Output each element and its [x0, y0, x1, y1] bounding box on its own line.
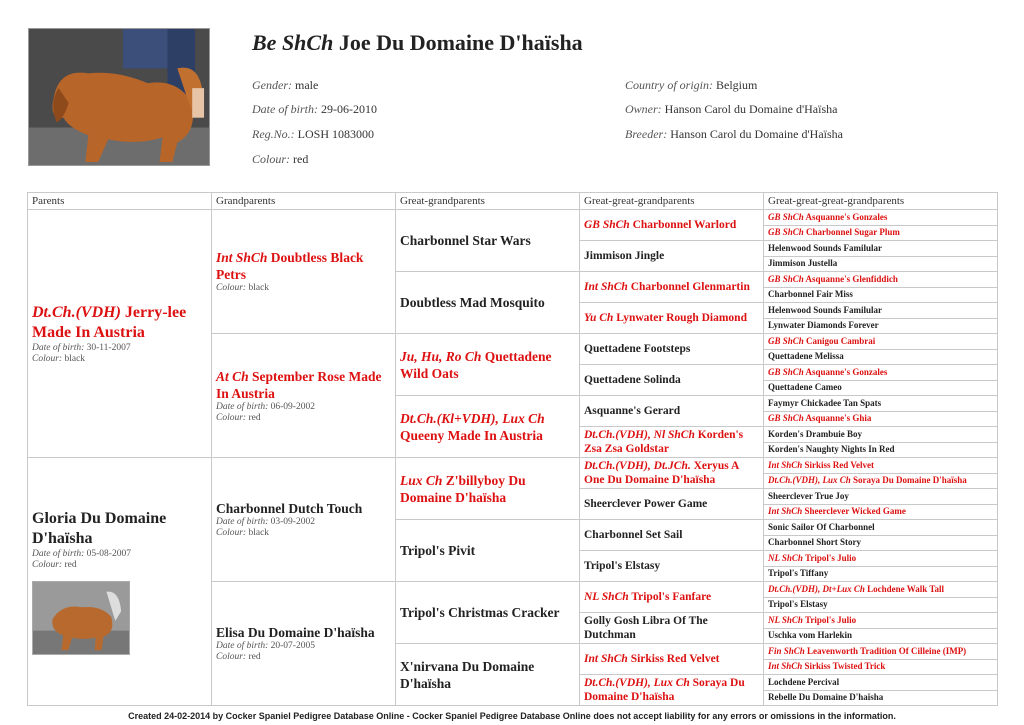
- dog-title-abbrev: Fin ShCh: [768, 645, 805, 656]
- colour-info: Colour: red: [252, 152, 309, 166]
- great-great-great-grandparent-cell[interactable]: [764, 411, 998, 427]
- dog-name: Charbonnel Short Story: [768, 537, 862, 548]
- dog-title-abbrev: NL ShCh: [584, 591, 629, 603]
- dog-title-prefix: Be ShCh: [252, 30, 334, 55]
- great-great-grandparent-cell[interactable]: [580, 489, 764, 520]
- dog-name: Charbonnel Warlord: [632, 219, 737, 231]
- great-great-great-grandparent-cell[interactable]: [764, 210, 998, 226]
- gender-info: Gender: male: [252, 78, 319, 92]
- great-great-great-grandparent-cell[interactable]: [764, 489, 998, 505]
- grandparent-cell[interactable]: [212, 334, 396, 458]
- reg-info: Reg.No.: LOSH 1083000: [252, 127, 374, 141]
- dog-name: Tripol's Pivit: [400, 543, 476, 558]
- dog-name: Sheerclever Wicked Game: [804, 506, 906, 517]
- dog-name: Asquanne's Gerard: [584, 405, 681, 417]
- dog-title-abbrev: Lux Ch: [400, 472, 443, 488]
- dog-name: Tripol's Julio: [805, 552, 857, 563]
- dog-title-abbrev: Int ShCh: [584, 281, 628, 293]
- great-great-great-grandparent-cell[interactable]: [764, 442, 998, 458]
- dob-meta: Date of birth: 03-09-2002: [216, 517, 315, 527]
- country-info: Country of origin: Belgium: [625, 78, 758, 92]
- great-great-great-grandparent-cell[interactable]: [764, 597, 998, 613]
- dog-name: Gloria Du Domaine D'haïsha: [32, 509, 167, 547]
- dog-name: Charbonnel Star Wars: [400, 233, 531, 248]
- dog-name: Canigou Cambrai: [806, 335, 876, 346]
- great-great-great-grandparent-cell[interactable]: [764, 628, 998, 644]
- dog-title-abbrev: GB ShCh: [768, 273, 804, 284]
- great-great-great-grandparent-cell[interactable]: [764, 427, 998, 443]
- header-great-great-great-grandparents: Great-great-great-grandparents: [764, 193, 998, 210]
- dog-name: Charbonnel Sugar Plum: [806, 227, 900, 238]
- dog-name: Sirkiss Twisted Trick: [804, 661, 886, 672]
- colour-meta: Colour: black: [32, 353, 86, 364]
- great-great-grandparent-cell[interactable]: [580, 520, 764, 551]
- dog-name: Z'billyboy Du Domaine D'haïsha: [400, 472, 526, 505]
- dog-name: Asquanne's Gonzales: [805, 211, 888, 222]
- dog-title-abbrev: Dt.Ch.(VDH): [32, 303, 121, 321]
- header-grandparents: Grandparents: [212, 193, 396, 210]
- great-great-great-grandparent-cell[interactable]: [764, 551, 998, 567]
- dog-title-abbrev: GB ShCh: [768, 335, 804, 346]
- header-great-great-grandparents: Great-great-grandparents: [580, 193, 764, 210]
- dog-name: Lochdene Percival: [768, 676, 840, 687]
- dog-name: Tripol's Christmas Cracker: [400, 605, 560, 620]
- dog-title-abbrev: GB ShCh: [584, 219, 630, 231]
- dog-name: Asquanne's Glenfiddich: [805, 273, 898, 284]
- dog-photo: [28, 28, 210, 166]
- dog-name: Sirkiss Red Velvet: [630, 653, 720, 665]
- dog-name: X'nirvana Du Domaine D'haïsha: [400, 658, 535, 691]
- great-grandparent-cell[interactable]: [396, 582, 580, 644]
- dog-name: Lochdene Walk Tall: [867, 583, 945, 594]
- great-grandparent-cell[interactable]: [396, 210, 580, 272]
- great-great-grandparent-cell[interactable]: [580, 582, 764, 613]
- great-great-great-grandparent-cell[interactable]: [764, 241, 998, 257]
- dog-name: Tripol's Tiffany: [768, 568, 829, 579]
- dog-name: Lynwater Diamonds Forever: [768, 320, 879, 331]
- dog-name: Helenwood Sounds Familular: [768, 242, 883, 253]
- great-great-grandparent-cell[interactable]: [580, 241, 764, 272]
- colour-meta: Colour: red: [216, 652, 261, 662]
- dog-name: Quettadene Cameo: [768, 382, 842, 393]
- dog-name: Soraya Du Domaine D'haïsha: [853, 475, 967, 486]
- great-grandparent-cell[interactable]: [396, 334, 580, 396]
- dog-name: Jimmison Jingle: [584, 250, 665, 262]
- dog-title-abbrev: Int ShCh: [768, 506, 803, 517]
- great-great-great-grandparent-cell[interactable]: [764, 318, 998, 334]
- dog-name: Sheerclever True Joy: [768, 490, 849, 501]
- dog-name: Rebelle Du Domaine D'haïsha: [768, 692, 884, 703]
- dog-name: Queeny Made In Austria: [400, 427, 543, 443]
- pedigree-table: [27, 192, 998, 706]
- dog-name: Jerry-lee Made In Austria: [32, 303, 187, 341]
- great-grandparent-cell[interactable]: [396, 458, 580, 520]
- great-great-great-grandparent-cell[interactable]: [764, 535, 998, 551]
- dog-name: Asquanne's Ghia: [805, 413, 872, 424]
- great-grandparent-cell[interactable]: [396, 272, 580, 334]
- great-great-grandparent-cell[interactable]: [580, 427, 764, 458]
- dog-title-abbrev: Int ShCh: [768, 459, 803, 470]
- parent-cell[interactable]: [28, 210, 212, 458]
- dog-name: Doubtless Black Petrs: [216, 250, 364, 282]
- dog-name: Quettadene Wild Oats: [400, 348, 552, 381]
- dog-title-abbrev: GB ShCh: [768, 413, 804, 424]
- great-great-grandparent-cell[interactable]: [580, 458, 764, 489]
- great-great-great-grandparent-cell[interactable]: [764, 566, 998, 582]
- great-great-great-grandparent-cell[interactable]: [764, 458, 998, 474]
- dog-title-abbrev: GB ShCh: [768, 211, 804, 222]
- great-grandparent-cell[interactable]: [396, 644, 580, 706]
- great-great-great-grandparent-cell[interactable]: [764, 644, 998, 660]
- great-great-grandparent-cell[interactable]: [580, 365, 764, 396]
- dog-name: Doubtless Mad Mosquito: [400, 295, 545, 310]
- dog-name: Golly Gosh Libra Of The Dutchman: [584, 615, 708, 641]
- grandparent-cell[interactable]: [212, 582, 396, 706]
- dog-title-abbrev: Dt.Ch.(VDH), Nl ShCh: [584, 429, 695, 441]
- colour-meta: Colour: red: [216, 412, 261, 423]
- dog-title-abbrev: Dt.Ch.(VDH), Lux Ch: [768, 475, 851, 486]
- great-great-great-grandparent-cell[interactable]: [764, 690, 998, 706]
- dob-meta: Date of birth: 20-07-2005: [216, 641, 315, 651]
- dog-name: Uschka vom Harlekin: [768, 630, 853, 641]
- great-great-grandparent-cell[interactable]: [580, 644, 764, 675]
- dog-name: Elisa Du Domaine D'haïsha: [216, 625, 375, 640]
- dog-name: Helenwood Sounds Familular: [768, 304, 883, 315]
- dog-name: Lynwater Rough Diamond: [616, 312, 747, 324]
- footer-disclaimer: Created 24-02-2014 by Cocker Spaniel Pedigree Database Online - Cocker Spaniel Pedigree Database Online does not accept liability for any errors or omissions in the information.: [128, 711, 896, 721]
- dog-name: Korden's Drambuie Boy: [768, 428, 863, 439]
- great-great-grandparent-cell[interactable]: [580, 675, 764, 706]
- dog-title-abbrev: NL ShCh: [768, 552, 803, 563]
- dog-name: Korden's Naughty Nights In Red: [768, 444, 895, 455]
- colour-meta: Colour: black: [216, 283, 270, 293]
- dog-title-abbrev: At Ch: [216, 368, 249, 384]
- dog-name: Charbonnel Glenmartin: [630, 281, 750, 293]
- dog-name: September Rose Made In Austria: [216, 368, 382, 401]
- pedigree-header-row: [28, 193, 998, 210]
- colour-meta: Colour: red: [32, 559, 77, 570]
- great-great-grandparent-cell[interactable]: [580, 396, 764, 427]
- great-great-great-grandparent-cell[interactable]: [764, 582, 998, 598]
- dog-name: Tripol's Elstasy: [768, 599, 828, 610]
- dog-name: Soraya Du Domaine D'haïsha: [584, 677, 745, 703]
- great-great-grandparent-cell[interactable]: [580, 272, 764, 303]
- dog-name: Tripol's Elstasy: [584, 560, 661, 572]
- dog-name: Asquanne's Gonzales: [805, 366, 888, 377]
- dog-name: Sirkiss Red Velvet: [804, 459, 875, 470]
- great-great-great-grandparent-cell[interactable]: [764, 675, 998, 691]
- great-great-grandparent-cell[interactable]: [580, 613, 764, 644]
- dog-title-abbrev: Yu Ch: [584, 312, 614, 324]
- dog-title-abbrev: Dt.Ch.(VDH), Lux Ch: [584, 677, 690, 689]
- breeder-info: Breeder: Hanson Carol du Domaine d'Haïsha: [625, 127, 843, 141]
- great-great-great-grandparent-cell[interactable]: [764, 272, 998, 288]
- great-great-great-grandparent-cell[interactable]: [764, 225, 998, 241]
- dob-meta: Date of birth: 05-08-2007: [32, 548, 131, 559]
- dog-name: Jimmison Justella: [768, 258, 838, 269]
- great-grandparent-cell[interactable]: [396, 520, 580, 582]
- great-great-great-grandparent-cell[interactable]: [764, 287, 998, 303]
- dog-title-abbrev: Dt.Ch.(VDH), Dt.JCh.: [584, 460, 691, 472]
- dog-title: [252, 30, 583, 56]
- great-great-great-grandparent-cell[interactable]: [764, 659, 998, 675]
- great-great-great-grandparent-cell[interactable]: [764, 349, 998, 365]
- dog-title-abbrev: GB ShCh: [768, 366, 804, 377]
- dog-name: Charbonnel Fair Miss: [768, 289, 853, 300]
- great-great-great-grandparent-cell[interactable]: [764, 504, 998, 520]
- parent-cell[interactable]: [28, 458, 212, 706]
- dog-name: Korden's Zsa Zsa Goldstar: [584, 429, 744, 455]
- great-great-great-grandparent-cell[interactable]: [764, 365, 998, 381]
- great-great-great-grandparent-cell[interactable]: [764, 380, 998, 396]
- great-great-grandparent-cell[interactable]: [580, 551, 764, 582]
- dog-title-abbrev: GB ShCh: [768, 227, 804, 238]
- great-great-great-grandparent-cell[interactable]: [764, 396, 998, 412]
- dob-meta: Date of birth: 06-09-2002: [216, 401, 315, 412]
- great-great-great-grandparent-cell[interactable]: [764, 613, 998, 629]
- grandparent-cell[interactable]: [212, 210, 396, 334]
- header-great-grandparents: Great-grandparents: [396, 193, 580, 210]
- dog-name: Charbonnel Set Sail: [584, 529, 683, 541]
- dog-name: Sheerclever Power Game: [584, 498, 708, 510]
- great-great-great-grandparent-cell[interactable]: [764, 334, 998, 350]
- dog-name: Tripol's Julio: [805, 614, 857, 625]
- great-great-great-grandparent-cell[interactable]: [764, 520, 998, 536]
- dog-name: Quettadene Solinda: [584, 374, 681, 386]
- dog-title-abbrev: Int ShCh: [768, 661, 803, 672]
- dog-title-abbrev: Int ShCh: [216, 250, 268, 265]
- great-great-great-grandparent-cell[interactable]: [764, 303, 998, 319]
- dog-photo-image: [29, 29, 209, 165]
- dog-title-abbrev: Dt.Ch.(VDH), Dt+Lux Ch: [768, 583, 865, 594]
- dog-name: Quettadene Footsteps: [584, 343, 691, 355]
- dog-name: Faymyr Chickadee Tan Spats: [768, 397, 882, 408]
- great-great-grandparent-cell[interactable]: [580, 334, 764, 365]
- grandparent-cell[interactable]: [212, 458, 396, 582]
- great-great-grandparent-cell[interactable]: [580, 210, 764, 241]
- dog-name: Charbonnel Dutch Touch: [216, 501, 363, 516]
- dog-title-abbrev: Int ShCh: [584, 653, 628, 665]
- great-great-great-grandparent-cell[interactable]: [764, 256, 998, 272]
- dog-name: Xeryus A One Du Domaine D'haïsha: [584, 460, 739, 486]
- table-row: [28, 458, 998, 474]
- dob-meta: Date of birth: 30-11-2007: [32, 342, 131, 353]
- dog-title-abbrev: Dt.Ch.(Kl+VDH), Lux Ch: [400, 410, 545, 426]
- dog-title-abbrev: Ju, Hu, Ro Ch: [400, 348, 482, 364]
- great-grandparent-cell[interactable]: [396, 396, 580, 458]
- dog-name: Leavenworth Tradition Of Cilleine (IMP): [807, 645, 967, 656]
- dog-name: Sonic Sailor Of Charbonnel: [768, 521, 875, 532]
- great-great-grandparent-cell[interactable]: [580, 303, 764, 334]
- header-parents: Parents: [28, 193, 212, 210]
- colour-meta: Colour: black: [216, 528, 270, 538]
- dog-name: Joe Du Domaine D'haïsha: [338, 30, 583, 55]
- dog-name: Quettadene Melissa: [768, 351, 844, 362]
- owner-info: Owner: Hanson Carol du Domaine d'Haïsha: [625, 102, 838, 116]
- dam-photo: [32, 581, 130, 655]
- dob-info: Date of birth: 29-06-2010: [252, 102, 377, 116]
- dog-name: Tripol's Fanfare: [631, 591, 712, 603]
- great-great-great-grandparent-cell[interactable]: [764, 473, 998, 489]
- dog-title-abbrev: NL ShCh: [768, 614, 803, 625]
- table-row: [28, 210, 998, 226]
